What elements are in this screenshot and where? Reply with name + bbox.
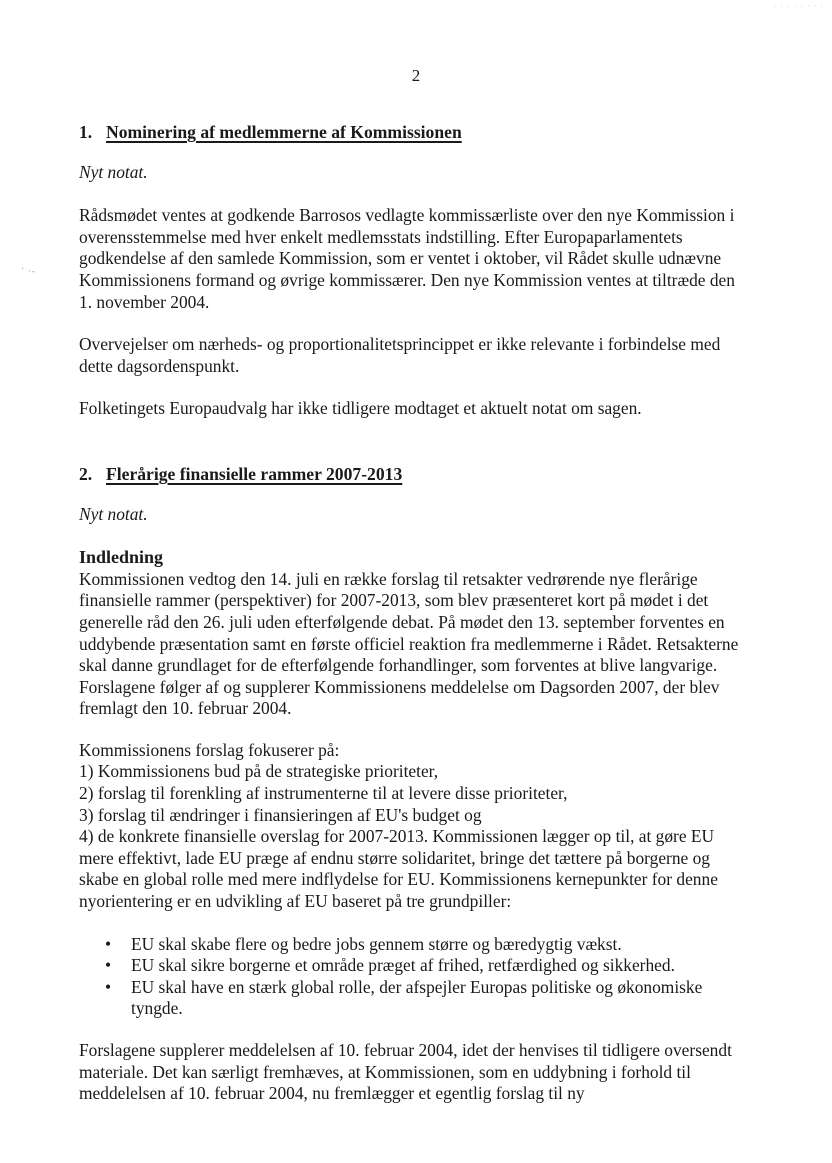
focus-item-3: 3) forslag til ændringer i finansieringen af EU's budget og bbox=[79, 804, 482, 825]
list-item bbox=[79, 955, 747, 977]
bullet-icon: • bbox=[105, 933, 112, 954]
section-2-closing: Forslagene supplerer meddelelsen af 10. februar 2004, idet der henvises til tidligere oversendt materiale. Det kan særligt fremhæves, at Kommissionen, som en uddybning i forhold til meddelelsen af 10. februar 2004, nu fremlægger et egentlig forslag til ny bbox=[79, 1040, 732, 1104]
section-2-intro: Kommissionen vedtog den 14. juli en række forslag til retsakter vedrørende nye flerårige finansielle rammer (perspektiver) for 2007-2013, som blev præsenteret kort på mødet i det generelle råd den 26. juli uden efterfølgende debat. På mødet den 13. september forventes en uddybende præsentation samt en første officiel reaktion fra medlemmerne i Rådet. Retsakterne skal danne grundlaget for de efterfølgende forhandlinger, som forventes at blive langvarige. Forslagene følger af og supplerer Kommissionens meddelelse om Dagsorden 2007, der blev fremlagt den 10. februar 2004. bbox=[79, 568, 739, 719]
pillar-text-1: EU skal skabe flere og bedre jobs gennem større og bæredygtig vækst. bbox=[131, 933, 622, 954]
page-number: 2 bbox=[411, 66, 421, 85]
list-item bbox=[79, 977, 747, 1020]
section-2-title: Flerårige finansielle rammer 2007-2013 bbox=[106, 463, 403, 484]
margin-mark: ' ·- bbox=[22, 266, 36, 276]
focus-item-2: 2) forslag til forenkling af instrumenterne til at levere disse prioriteter, bbox=[79, 783, 568, 804]
bullet-icon: • bbox=[105, 955, 112, 976]
scan-artifact: · · · · · · · · bbox=[773, 2, 824, 11]
bullet-icon: • bbox=[105, 976, 112, 997]
section-2-heading bbox=[79, 464, 747, 486]
pillar-text-3: EU skal have en stærk global rolle, der afspejler Europas politiske og økonomiske tyngde. bbox=[131, 976, 703, 1019]
focus-item-1: 1) Kommissionens bud på de strategiske prioriteter, bbox=[79, 761, 439, 782]
list-item bbox=[79, 934, 747, 956]
section-2-focus-lead: Kommissionens forslag fokuserer på: bbox=[79, 739, 340, 760]
section-1-number: 1. bbox=[79, 122, 93, 142]
section-1-paragraph-2: Overvejelser om nærheds- og proportionalitetsprincippet er ikke relevante i forbindelse med dette dagsordenspunkt. bbox=[79, 334, 721, 376]
focus-item-4: 4) de konkrete finansielle overslag for 2007-2013. Kommissionen lægger op til, at gøre EU mere effektivt, lade EU præge af endnu større solidaritet, bringe det tættere på borgerne og skabe en global rolle med mere indflydelse for EU. Kommissionens kernepunkter for denne nyorientering er en udvikling af EU baseret på tre grundpiller: bbox=[79, 826, 718, 912]
document-body bbox=[79, 122, 747, 1105]
section-1-note: Nyt notat. bbox=[79, 161, 148, 182]
pillar-list bbox=[79, 934, 747, 1020]
section-2-note: Nyt notat. bbox=[79, 503, 148, 524]
section-1-paragraph-3: Folketingets Europaudvalg har ikke tidligere modtaget et aktuelt notat om sagen. bbox=[79, 398, 642, 419]
section-1-heading bbox=[79, 122, 747, 144]
section-1-paragraph-1: Rådsmødet ventes at godkende Barrosos vedlagte kommissærliste over den nye Kommission i overensstemmelse med hver enkelt medlemsstats indstilling. Efter Europaparlamentets godkendelse af den samlede Kommission, som er ventet i oktober, vil Rådet skulle udnævne Kommissionens formand og øvrige kommissærer. Den nye Kommission ventes at tiltræde den 1. november 2004. bbox=[79, 205, 735, 312]
section-2-number: 2. bbox=[79, 463, 93, 484]
pillar-text-2: EU skal sikre borgerne et område præget af frihed, retfærdighed og sikkerhed. bbox=[131, 955, 675, 976]
section-1-title: Nominering af medlemmerne af Kommissionen bbox=[106, 122, 462, 142]
section-2-subheading: Indledning bbox=[79, 547, 164, 568]
